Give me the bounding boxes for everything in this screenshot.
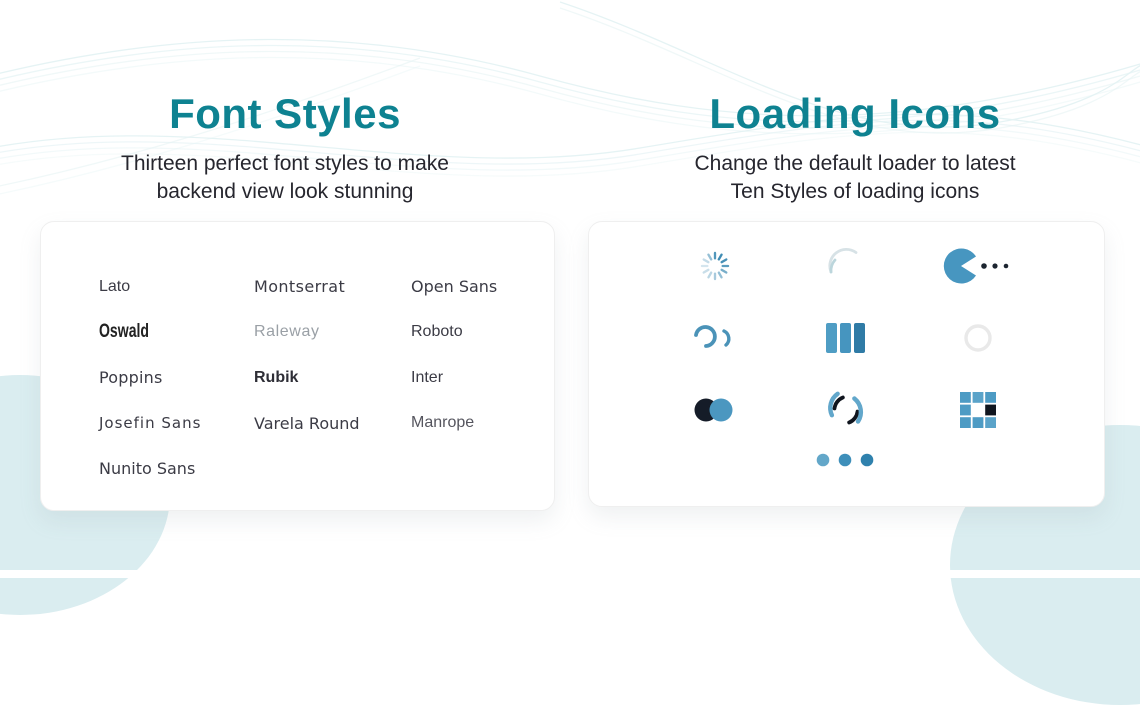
loader-cell [649, 302, 781, 374]
loader-cell [912, 230, 1044, 302]
dual-crescent-icon [691, 321, 739, 355]
loader-cell [649, 374, 781, 446]
font-name-montserrat: Montserrat [254, 277, 346, 297]
loader-cell [912, 374, 1044, 446]
loading-icons-section [570, 0, 1140, 578]
loader-cell [781, 302, 913, 374]
loader-cell [781, 374, 913, 446]
dual-ball-icon [693, 395, 737, 425]
font-name-nunito-sans: Nunito Sans [99, 459, 196, 479]
loading-icons-card [588, 221, 1105, 507]
loader-cell [589, 452, 1104, 468]
subtitle-line: Change the default loader to latest [694, 152, 1016, 175]
font-name-oswald: Oswald [99, 321, 150, 343]
grid-squares-icon [960, 392, 996, 428]
loading-icons-title: Loading Icons [709, 90, 1001, 138]
pacman-loader-icon [942, 246, 1014, 286]
font-styles-card [40, 221, 555, 511]
font-name-inter: Inter [411, 368, 444, 386]
subtitle-line: backend view look stunning [156, 180, 414, 203]
font-styles-section [0, 0, 570, 578]
loader-grid [589, 222, 1104, 446]
font-name-manrope: Manrope [411, 414, 475, 432]
font-name-roboto: Roboto [411, 323, 463, 341]
font-name-varela-round: Varela Round [254, 413, 360, 433]
font-name-open-sans: Open Sans [411, 277, 498, 297]
subtitle-line: Thirteen perfect font styles to make [121, 152, 449, 175]
font-styles-title: Font Styles [169, 90, 401, 138]
font-name-raleway: Raleway [254, 323, 320, 341]
loader-cell [781, 230, 913, 302]
font-name-josefin-sans: Josefin Sans [99, 414, 202, 433]
bars-loader-icon [824, 321, 868, 355]
three-dots-icon [815, 452, 879, 468]
spinner-dashes-icon [697, 248, 733, 284]
loader-cell [649, 230, 781, 302]
font-name-poppins: Poppins [99, 368, 163, 388]
font-name-rubik: Rubik [254, 368, 299, 386]
loading-icons-subtitle [570, 150, 1140, 206]
loader-cell [912, 302, 1044, 374]
font-grid [41, 222, 554, 492]
font-styles-subtitle [0, 150, 570, 206]
arc-spinner-icon [824, 244, 868, 288]
ring-loader-icon [962, 322, 994, 354]
subtitle-line: Ten Styles of loading icons [730, 180, 980, 203]
font-name-lato: Lato [99, 277, 131, 295]
broken-ring-icon [823, 387, 869, 433]
